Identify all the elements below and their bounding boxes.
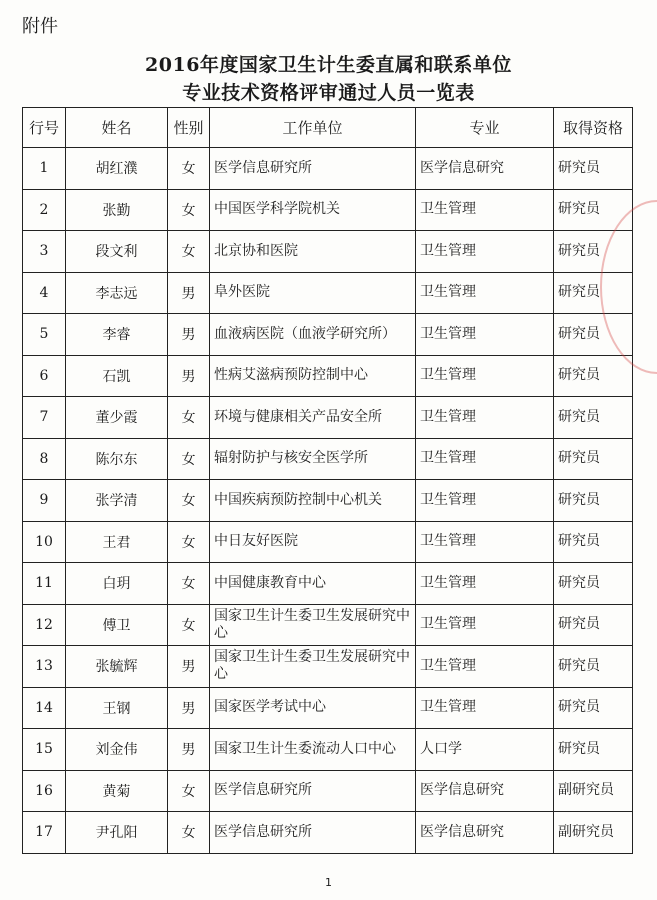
cell-row-number: 17 xyxy=(23,812,66,854)
cell-gender: 女 xyxy=(168,812,210,854)
table-header-row xyxy=(23,108,633,148)
cell-gender: 女 xyxy=(168,231,210,273)
cell-row-number: 12 xyxy=(23,604,66,646)
cell-row-number: 4 xyxy=(23,272,66,314)
cell-work-unit: 中国医学科学院机关 xyxy=(210,189,416,231)
cell-row-number: 7 xyxy=(23,397,66,439)
cell-name: 傅卫 xyxy=(66,604,168,646)
cell-work-unit: 中日友好医院 xyxy=(210,521,416,563)
page-number: 1 xyxy=(325,876,332,889)
header-work-unit: 工作单位 xyxy=(210,108,416,148)
cell-specialty: 卫生管理 xyxy=(416,480,554,522)
cell-qualification: 研究员 xyxy=(554,189,633,231)
cell-gender: 男 xyxy=(168,687,210,729)
cell-row-number: 10 xyxy=(23,521,66,563)
header-specialty: 专业 xyxy=(416,108,554,148)
table-row xyxy=(23,314,633,356)
cell-gender: 男 xyxy=(168,355,210,397)
table-row xyxy=(23,770,633,812)
cell-gender: 女 xyxy=(168,770,210,812)
cell-qualification: 研究员 xyxy=(554,480,633,522)
cell-gender: 女 xyxy=(168,438,210,480)
cell-work-unit: 医学信息研究所 xyxy=(210,148,416,190)
cell-qualification: 研究员 xyxy=(554,148,633,190)
cell-gender: 女 xyxy=(168,148,210,190)
cell-work-unit: 医学信息研究所 xyxy=(210,770,416,812)
cell-qualification: 副研究员 xyxy=(554,812,633,854)
cell-gender: 女 xyxy=(168,604,210,646)
cell-row-number: 2 xyxy=(23,189,66,231)
cell-gender: 女 xyxy=(168,521,210,563)
table-row xyxy=(23,189,633,231)
cell-name: 张勤 xyxy=(66,189,168,231)
cell-row-number: 13 xyxy=(23,646,66,688)
cell-specialty: 卫生管理 xyxy=(416,687,554,729)
table-row xyxy=(23,272,633,314)
cell-gender: 女 xyxy=(168,480,210,522)
header-name: 姓名 xyxy=(66,108,168,148)
cell-specialty: 卫生管理 xyxy=(416,355,554,397)
cell-gender: 女 xyxy=(168,563,210,605)
table-row xyxy=(23,148,633,190)
table-row xyxy=(23,646,633,688)
cell-gender: 男 xyxy=(168,729,210,771)
cell-work-unit: 国家卫生计生委流动人口中心 xyxy=(210,729,416,771)
cell-work-unit: 国家医学考试中心 xyxy=(210,687,416,729)
table-row xyxy=(23,480,633,522)
cell-work-unit: 阜外医院 xyxy=(210,272,416,314)
cell-work-unit: 血液病医院（血液学研究所） xyxy=(210,314,416,356)
cell-work-unit: 性病艾滋病预防控制中心 xyxy=(210,355,416,397)
cell-name: 刘金伟 xyxy=(66,729,168,771)
document-title-line2: 专业技术资格评审通过人员一览表 xyxy=(182,82,475,104)
cell-row-number: 15 xyxy=(23,729,66,771)
cell-specialty: 医学信息研究 xyxy=(416,812,554,854)
cell-work-unit: 中国疾病预防控制中心机关 xyxy=(210,480,416,522)
cell-name: 陈尔东 xyxy=(66,438,168,480)
cell-qualification: 研究员 xyxy=(554,231,633,273)
cell-qualification: 研究员 xyxy=(554,729,633,771)
cell-row-number: 3 xyxy=(23,231,66,273)
cell-gender: 男 xyxy=(168,646,210,688)
cell-qualification: 研究员 xyxy=(554,687,633,729)
cell-qualification: 研究员 xyxy=(554,314,633,356)
cell-qualification: 研究员 xyxy=(554,604,633,646)
table-row xyxy=(23,438,633,480)
cell-gender: 男 xyxy=(168,272,210,314)
cell-gender: 男 xyxy=(168,314,210,356)
cell-row-number: 16 xyxy=(23,770,66,812)
document-title-line1: 2016年度国家卫生计生委直属和联系单位 xyxy=(145,54,512,76)
cell-name: 张学清 xyxy=(66,480,168,522)
header-gender: 性别 xyxy=(168,108,210,148)
cell-qualification: 研究员 xyxy=(554,438,633,480)
cell-qualification: 研究员 xyxy=(554,272,633,314)
cell-row-number: 8 xyxy=(23,438,66,480)
cell-row-number: 1 xyxy=(23,148,66,190)
cell-qualification: 研究员 xyxy=(554,521,633,563)
cell-specialty: 卫生管理 xyxy=(416,314,554,356)
table-row xyxy=(23,687,633,729)
cell-specialty: 医学信息研究 xyxy=(416,148,554,190)
cell-qualification: 研究员 xyxy=(554,355,633,397)
header-row-number: 行号 xyxy=(23,108,66,148)
attachment-label: 附件 xyxy=(22,16,58,37)
cell-qualification: 副研究员 xyxy=(554,770,633,812)
cell-qualification: 研究员 xyxy=(554,563,633,605)
cell-specialty: 卫生管理 xyxy=(416,397,554,439)
table-row xyxy=(23,521,633,563)
cell-name: 王钢 xyxy=(66,687,168,729)
cell-qualification: 研究员 xyxy=(554,646,633,688)
cell-row-number: 9 xyxy=(23,480,66,522)
cell-name: 黄菊 xyxy=(66,770,168,812)
cell-work-unit: 辐射防护与核安全医学所 xyxy=(210,438,416,480)
cell-name: 王君 xyxy=(66,521,168,563)
table-row xyxy=(23,355,633,397)
cell-specialty: 医学信息研究 xyxy=(416,770,554,812)
cell-name: 尹孔阳 xyxy=(66,812,168,854)
cell-specialty: 卫生管理 xyxy=(416,438,554,480)
cell-name: 段文利 xyxy=(66,231,168,273)
cell-specialty: 卫生管理 xyxy=(416,231,554,273)
cell-specialty: 卫生管理 xyxy=(416,272,554,314)
cell-name: 张毓辉 xyxy=(66,646,168,688)
cell-name: 李睿 xyxy=(66,314,168,356)
table-row xyxy=(23,397,633,439)
table-row xyxy=(23,563,633,605)
cell-name: 董少霞 xyxy=(66,397,168,439)
cell-specialty: 卫生管理 xyxy=(416,563,554,605)
cell-qualification: 研究员 xyxy=(554,397,633,439)
table-row xyxy=(23,729,633,771)
cell-specialty: 卫生管理 xyxy=(416,646,554,688)
cell-work-unit: 中国健康教育中心 xyxy=(210,563,416,605)
cell-row-number: 14 xyxy=(23,687,66,729)
cell-work-unit: 北京协和医院 xyxy=(210,231,416,273)
cell-name: 石凯 xyxy=(66,355,168,397)
table-row xyxy=(23,604,633,646)
table-body xyxy=(23,148,633,854)
cell-name: 胡红濮 xyxy=(66,148,168,190)
cell-specialty: 卫生管理 xyxy=(416,604,554,646)
cell-row-number: 11 xyxy=(23,563,66,605)
cell-specialty: 卫生管理 xyxy=(416,521,554,563)
cell-row-number: 6 xyxy=(23,355,66,397)
cell-gender: 女 xyxy=(168,397,210,439)
table-row xyxy=(23,812,633,854)
cell-work-unit: 环境与健康相关产品安全所 xyxy=(210,397,416,439)
table-row xyxy=(23,231,633,273)
cell-specialty: 人口学 xyxy=(416,729,554,771)
cell-work-unit: 医学信息研究所 xyxy=(210,812,416,854)
cell-work-unit: 国家卫生计生委卫生发展研究中心 xyxy=(210,604,416,646)
cell-specialty: 卫生管理 xyxy=(416,189,554,231)
cell-name: 白玥 xyxy=(66,563,168,605)
results-table xyxy=(22,107,633,854)
cell-name: 李志远 xyxy=(66,272,168,314)
cell-gender: 女 xyxy=(168,189,210,231)
header-qualification: 取得资格 xyxy=(554,108,633,148)
cell-row-number: 5 xyxy=(23,314,66,356)
cell-work-unit: 国家卫生计生委卫生发展研究中心 xyxy=(210,646,416,688)
